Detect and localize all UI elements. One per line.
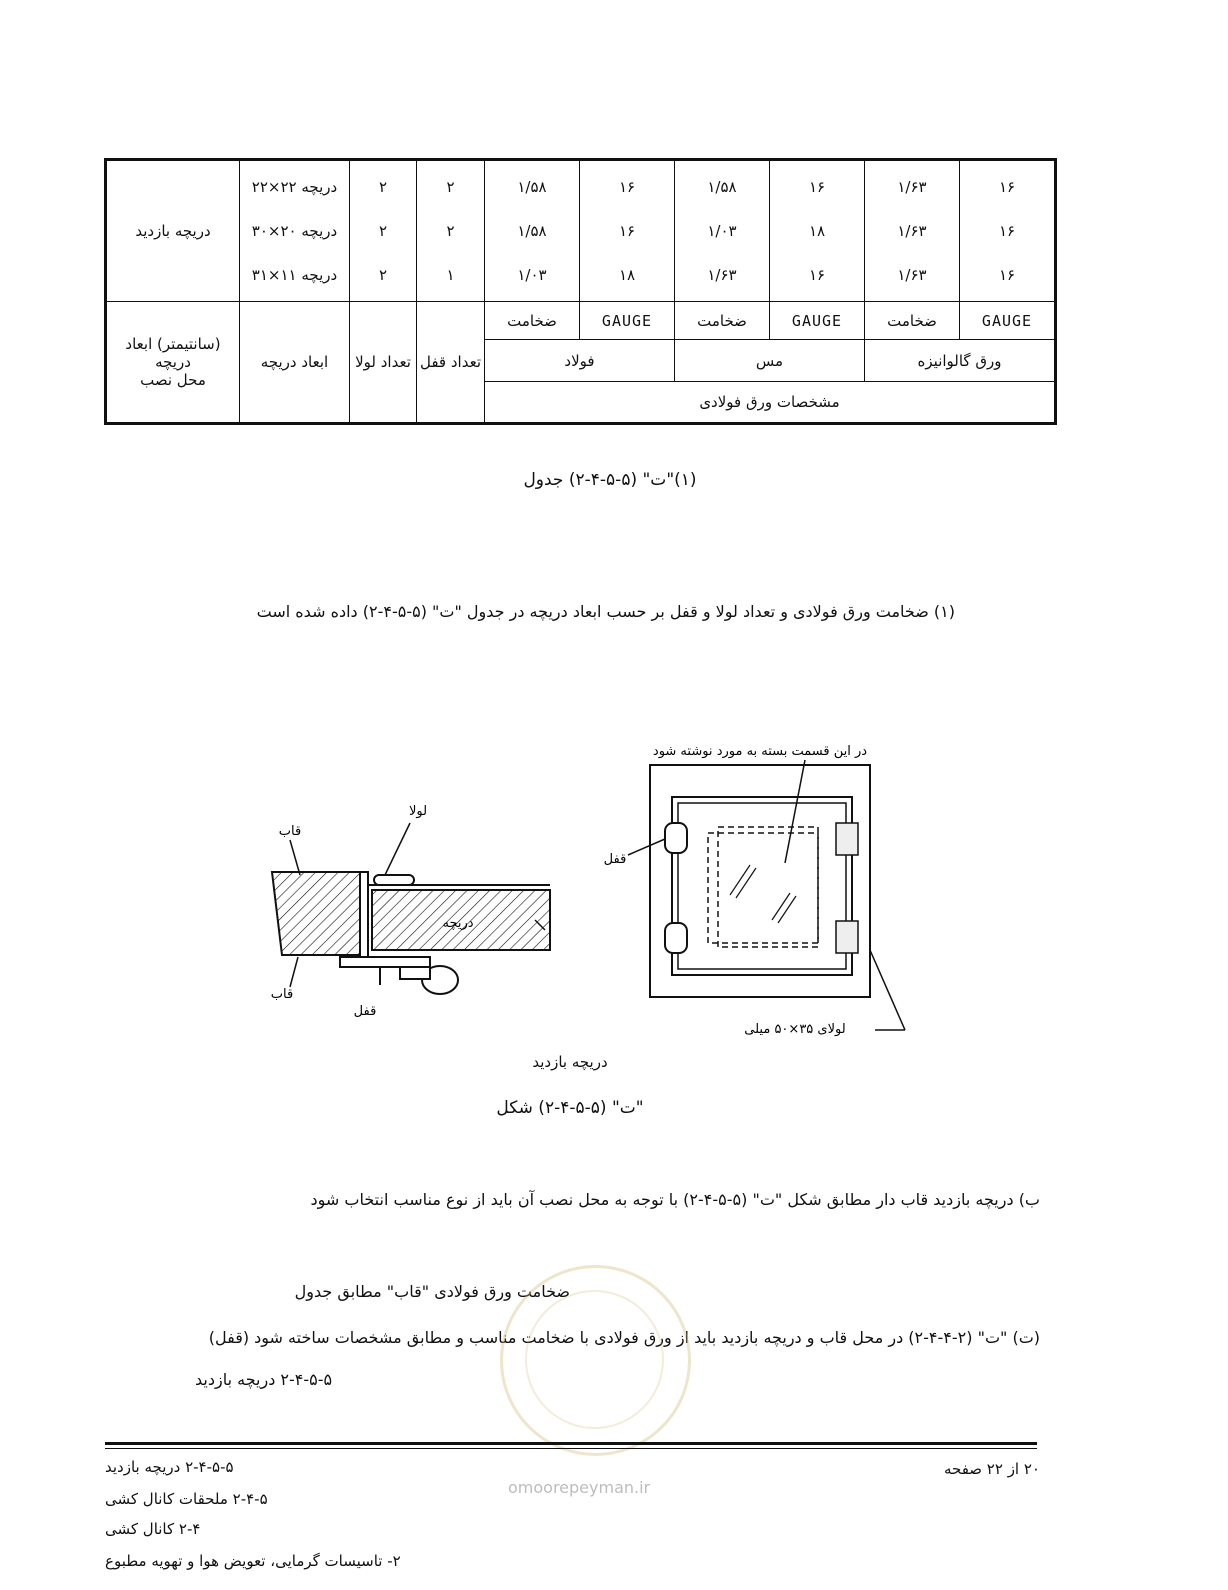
subheader: ضخامت [675, 302, 770, 340]
footer-line-2: ۲-۴-۵ ملحقات کانال کشی [105, 1490, 268, 1508]
hinge-header: تعداد لولا [350, 302, 417, 424]
label-front-hinge: لولای ۳۵×۵۰ میلی [744, 1022, 846, 1037]
figure-caption-2: "ت" (۵-۵-۴-۲) شکل [496, 1098, 644, 1118]
group-header: فولاد [485, 340, 675, 382]
footer-rule-thin [105, 1448, 1037, 1449]
row-label: دریچه بازدید [106, 160, 240, 302]
subheader: GAUGE [960, 302, 1056, 340]
hinge-cell: ۲ ۲ ۲ [350, 160, 417, 302]
label-lock: قفل [353, 1004, 377, 1019]
section-detail [272, 823, 550, 994]
watermark-text: omoorepeyman.ir [508, 1478, 651, 1497]
page-number: ۲۰ از ۲۲ صفحه [943, 1460, 1040, 1478]
table-title: مشخصات ورق فولادی [485, 382, 1056, 424]
label-hinge: لولا [408, 804, 428, 819]
galv-gauge-cell: ۱۶ ۱۶ ۱۶ [960, 160, 1056, 302]
copper-gauge-cell: ۱۶ ۱۸ ۱۶ [770, 160, 865, 302]
footer-line-1: ۲-۴-۵-۵ دریچه بازدید [105, 1458, 234, 1476]
group-header: ورق گالوانيزه [865, 340, 1056, 382]
paragraph-1: (۱) ضخامت ورق فولادی و تعداد لولا و قفل بر حسب ابعاد دریچه در جدول "ت" (۵-۵-۴-۲) داده شده است [256, 602, 955, 621]
label-panel: دریچه [442, 916, 474, 931]
label-frame-bottom: قاب [270, 987, 294, 1002]
figure-caption-1: دریچه بازدید [532, 1053, 608, 1071]
subheader: GAUGE [770, 302, 865, 340]
subheader: GAUGE [580, 302, 675, 340]
spec-table [104, 158, 1057, 425]
paragraph-3: ضخامت ورق فولادی "قاب" مطابق جدول [294, 1282, 570, 1301]
label-front-lock: قفل [603, 852, 627, 867]
lock-cell: ۲ ۲ ۱ [417, 160, 485, 302]
dims-header: ابعاد دریچه [240, 302, 350, 424]
lock-header: تعداد قفل [417, 302, 485, 424]
subheader: ضخامت [485, 302, 580, 340]
paragraph-5: ۲-۴-۵-۵ دریچه بازدید [195, 1370, 333, 1389]
galv-thk-cell: ۱/۶۳ ۱/۶۳ ۱/۶۳ [865, 160, 960, 302]
group-header: مس [675, 340, 865, 382]
usage-header: (سانتیمتر) ابعاد دریچه محل نصب [106, 302, 240, 424]
inspection-door-figure [260, 735, 920, 1045]
front-view [628, 760, 905, 1030]
steel-thk-cell: ۱/۵۸ ۱/۵۸ ۱/۰۳ [485, 160, 580, 302]
dims-cell: دریچه ۲۲×۲۲ دریچه ۲۰×۳۰ دریچه ۱۱×۳۱ [240, 160, 350, 302]
subheader: ضخامت [865, 302, 960, 340]
footer-line-3: ۲-۴ کانال کشی [105, 1520, 201, 1538]
paragraph-2: ب) دریچه بازدید قاب دار مطابق شکل "ت" (۵-۵-۴-۲) با توجه به محل نصب آن باید از نوع مناسب انتخاب شود [310, 1190, 1040, 1209]
label-frame-top: قاب [278, 824, 302, 839]
footer-line-4: ۲- تاسیسات گرمایی، تعویض هوا و تهویه مطبوع [105, 1552, 401, 1570]
label-note: در این قسمت بسته به مورد نوشته شود [652, 744, 868, 759]
footer-rule [105, 1442, 1037, 1445]
paragraph-4: (ت) "ت" (۲-۴-۴-۲) در محل قاب و دریچه بازدید باید از ورق فولادی با ضخامت مناسب و مطابق مشخصات ساخته شود (قفل) [208, 1328, 1040, 1347]
copper-thk-cell: ۱/۵۸ ۱/۰۳ ۱/۶۳ [675, 160, 770, 302]
steel-gauge-cell: ۱۶ ۱۶ ۱۸ [580, 160, 675, 302]
table-caption: (۱)"ت" (۵-۵-۴-۲) جدول [523, 470, 697, 490]
watermark-seal [500, 1265, 691, 1456]
